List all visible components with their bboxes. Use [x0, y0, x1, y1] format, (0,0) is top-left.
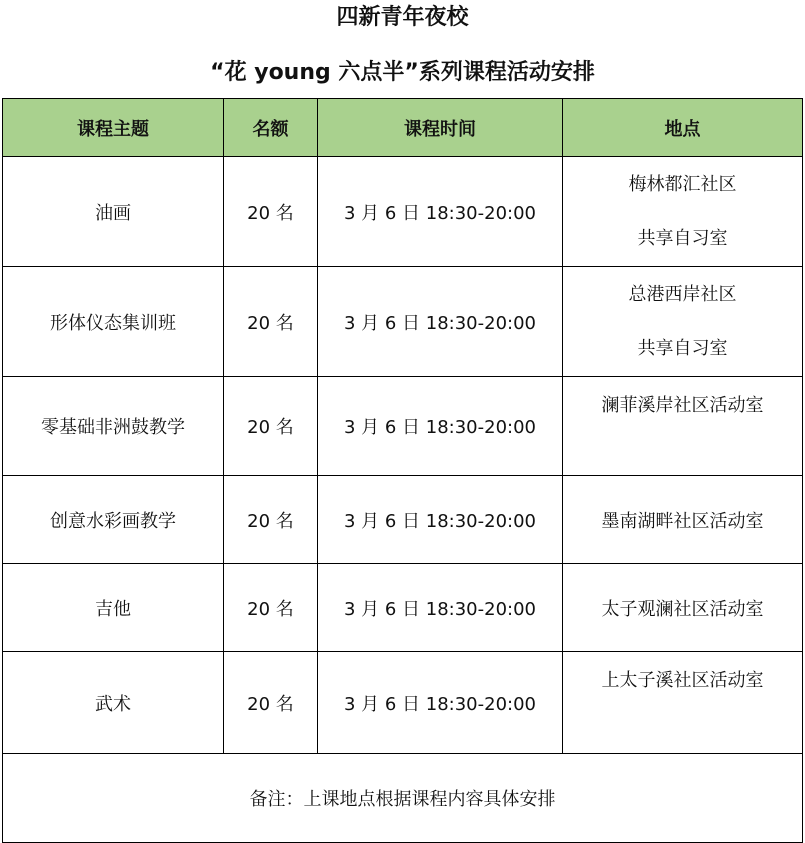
- cell-location: 澜菲溪岸社区活动室: [563, 377, 803, 476]
- table-row: [3, 476, 803, 564]
- cell-topic: 吉他: [3, 564, 224, 652]
- schedule-table: [2, 98, 803, 843]
- cell-quota: 20 名: [224, 377, 318, 476]
- cell-time: 3 月 6 日 18:30-20:00: [318, 157, 563, 267]
- cell-quota: 20 名: [224, 157, 318, 267]
- header-quota: 名额: [224, 99, 318, 157]
- table-row: [3, 157, 803, 267]
- table-header-row: [3, 99, 803, 157]
- cell-quota: 20 名: [224, 267, 318, 377]
- cell-time: 3 月 6 日 18:30-20:00: [318, 476, 563, 564]
- cell-quota: 20 名: [224, 476, 318, 564]
- table-row: [3, 267, 803, 377]
- cell-time: 3 月 6 日 18:30-20:00: [318, 377, 563, 476]
- page-subtitle: “花 young 六点半”系列课程活动安排: [210, 60, 595, 85]
- cell-topic: 形体仪态集训班: [3, 267, 224, 377]
- table-row: [3, 377, 803, 476]
- page-title: 四新青年夜校: [336, 5, 469, 30]
- cell-location: 上太子溪社区活动室: [563, 652, 803, 754]
- cell-topic: 创意水彩画教学: [3, 476, 224, 564]
- cell-topic: 油画: [3, 157, 224, 267]
- location-line: 共享自习室: [637, 227, 728, 249]
- cell-topic: 武术: [3, 652, 224, 754]
- table-row: [3, 564, 803, 652]
- note-row: [3, 754, 803, 843]
- cell-location: 墨南湖畔社区活动室: [563, 476, 803, 564]
- location-line: 梅林都汇社区: [628, 173, 737, 195]
- cell-time: 3 月 6 日 18:30-20:00: [318, 564, 563, 652]
- header-location: 地点: [563, 99, 803, 157]
- table-row: [3, 652, 803, 754]
- header-time: 课程时间: [318, 99, 563, 157]
- cell-location: 太子观澜社区活动室: [563, 564, 803, 652]
- cell-time: 3 月 6 日 18:30-20:00: [318, 652, 563, 754]
- cell-location: [563, 267, 803, 377]
- cell-quota: 20 名: [224, 652, 318, 754]
- location-line: 总港西岸社区: [628, 283, 737, 305]
- cell-time: 3 月 6 日 18:30-20:00: [318, 267, 563, 377]
- note-text: 备注：上课地点根据课程内容具体安排: [3, 754, 803, 843]
- header-topic: 课程主题: [3, 99, 224, 157]
- location-line: 共享自习室: [637, 337, 728, 359]
- cell-location: [563, 157, 803, 267]
- cell-topic: 零基础非洲鼓教学: [3, 377, 224, 476]
- cell-quota: 20 名: [224, 564, 318, 652]
